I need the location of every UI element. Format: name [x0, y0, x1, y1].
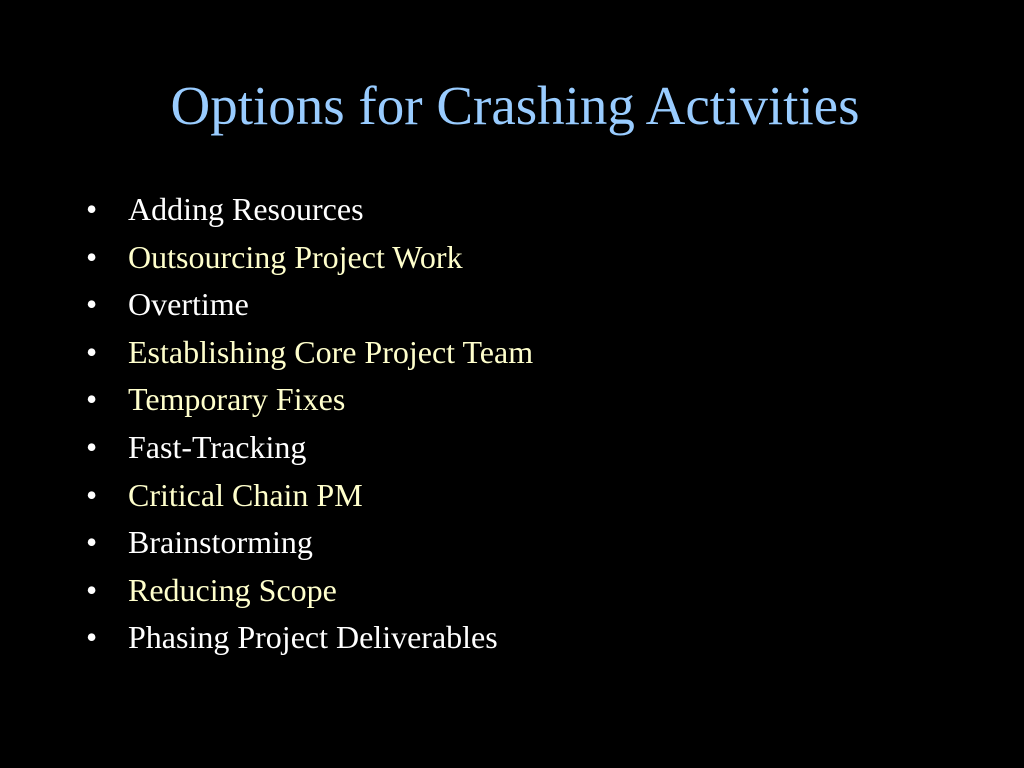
list-item-label: Outsourcing Project Work: [128, 238, 463, 275]
bullet-icon: •: [86, 476, 98, 513]
bullet-icon: •: [86, 333, 98, 370]
bullet-icon: •: [86, 524, 98, 561]
list-item-label: Reducing Scope: [128, 571, 337, 608]
bullet-icon: •: [86, 428, 98, 465]
list-item-label: Brainstorming: [128, 524, 313, 561]
bullet-icon: •: [86, 286, 98, 323]
list-item-label: Temporary Fixes: [128, 381, 346, 418]
list-item-label: Phasing Project Deliverables: [128, 619, 498, 656]
list-item-label: Critical Chain PM: [128, 476, 363, 513]
bullet-icon: •: [86, 619, 98, 656]
slide-title: Options for Crashing Activities: [170, 75, 860, 136]
list-item-label: Fast-Tracking: [128, 428, 307, 465]
bullet-icon: •: [86, 191, 98, 227]
list-item-label: Establishing Core Project Team: [128, 333, 534, 370]
list-item-label: Overtime: [128, 286, 249, 323]
bullet-icon: •: [86, 381, 98, 418]
bullet-icon: •: [86, 571, 98, 608]
bullet-icon: •: [86, 238, 98, 275]
list-item-label: Adding Resources: [128, 191, 364, 227]
